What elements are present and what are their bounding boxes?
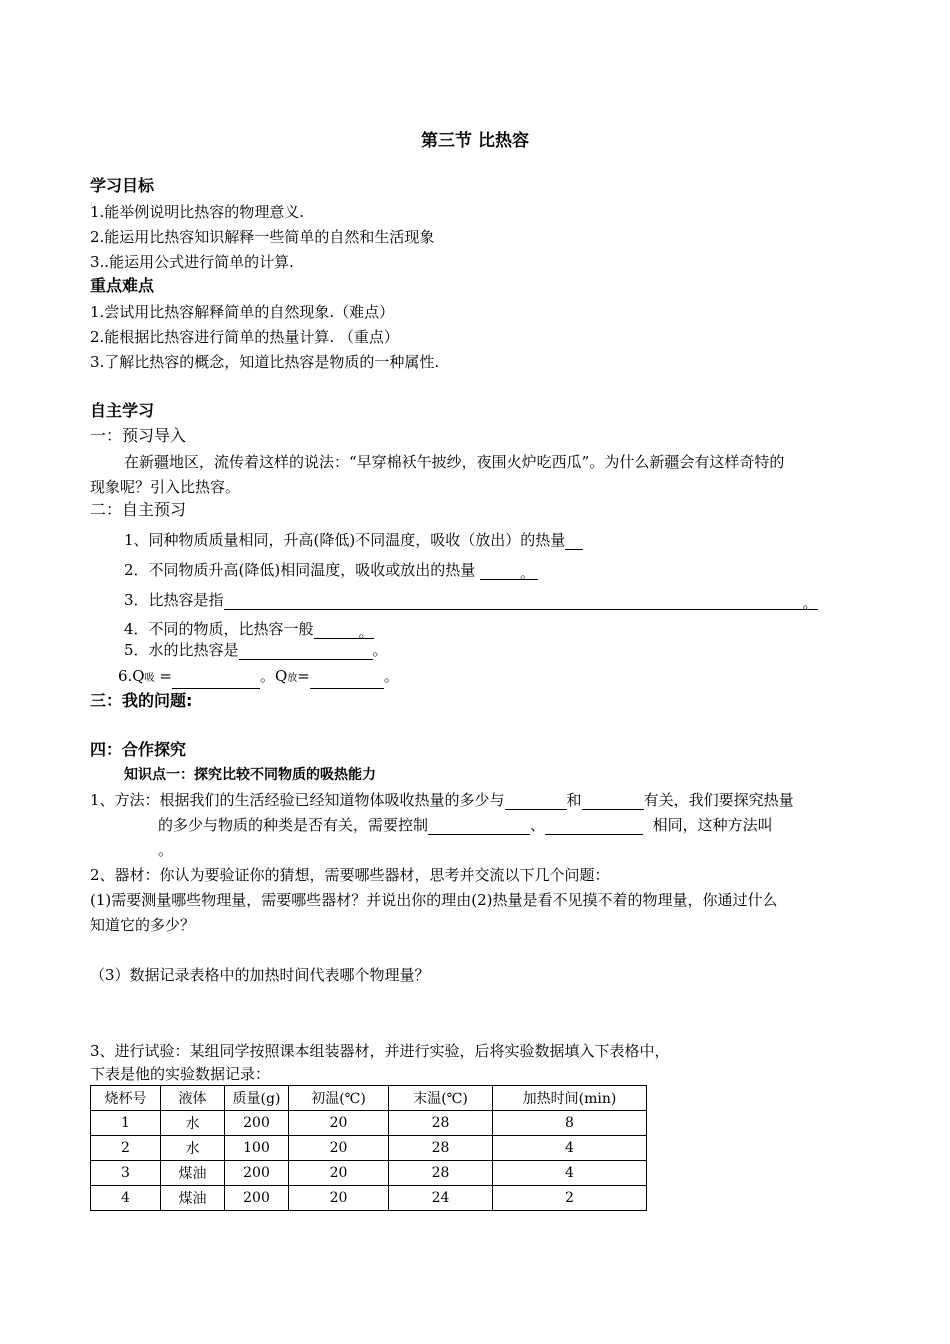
- table-cell: 100: [225, 1136, 289, 1161]
- table-header-cell: 末温(℃): [389, 1086, 493, 1111]
- answer-blank[interactable]: [310, 672, 384, 689]
- answer-blank[interactable]: [545, 818, 643, 835]
- intro-heading: 一：预习导入: [90, 426, 187, 445]
- experiment-line-1: 3、进行试验：某组同学按照课本组装器材，并进行实验，后将实验数据填入下表格中，: [90, 1042, 670, 1060]
- preview-heading: 二：自主预习: [90, 500, 187, 519]
- objective-item: 1.能举例说明比热容的物理意义.: [90, 203, 305, 221]
- preview-question-5: 5．水的比热容是 。: [124, 641, 388, 659]
- table-header-cell: 液体: [161, 1086, 225, 1111]
- key-point-item: 3.了解比热容的概念，知道比热容是物质的一种属性.: [90, 353, 440, 371]
- intro-paragraph-line1: 在新疆地区，流传着这样的说法：“早穿棉袄午披纱，夜围火炉吃西瓜”。为什么新疆会有这样奇特的: [124, 453, 785, 471]
- table-row: [91, 1186, 647, 1211]
- experiment-line-2: 下表是他的实验数据记录：: [90, 1065, 271, 1083]
- table-cell: 200: [225, 1186, 289, 1211]
- table-cell: 煤油: [161, 1161, 225, 1186]
- question-text: 5．水的比热容是: [124, 641, 239, 659]
- table-cell: 28: [389, 1136, 493, 1161]
- equipment-question-1: (1)需要测量哪些物理量，需要哪些器材？并说出你的理由(2)热量是看不见摸不着的物理量，你通过什么: [90, 891, 778, 909]
- table-cell: 4: [91, 1186, 161, 1211]
- question-text: 4．不同的物质，比热容一般: [124, 620, 314, 638]
- answer-blank[interactable]: [565, 533, 583, 550]
- preview-question-2: [124, 560, 538, 580]
- answer-blank[interactable]: [505, 793, 567, 810]
- table-cell: 20: [289, 1186, 389, 1211]
- table-header-cell: 初温(℃): [289, 1086, 389, 1111]
- objectives-heading: 学习目标: [90, 176, 155, 195]
- table-header-row: [91, 1086, 647, 1111]
- table-cell: 8: [493, 1111, 647, 1136]
- table-cell: 28: [389, 1161, 493, 1186]
- method-line-3: 。: [158, 841, 174, 859]
- answer-blank[interactable]: 。: [480, 563, 538, 580]
- table-cell: 200: [225, 1161, 289, 1186]
- table-cell: 水: [161, 1111, 225, 1136]
- table-cell: 2: [91, 1136, 161, 1161]
- question-text: 2．不同物质升高(降低)相同温度，吸收或放出的热量: [124, 561, 476, 579]
- table-cell: 20: [289, 1111, 389, 1136]
- equipment-question-3: （3）数据记录表格中的加热时间代表哪个物理量？: [90, 966, 430, 984]
- table-cell: 4: [493, 1136, 647, 1161]
- table-cell: 水: [161, 1136, 225, 1161]
- method-line-2: 的多少与物质的种类是否有关，需要控制 、 相同，这种方法叫: [158, 816, 773, 834]
- knowledge-point-1: 知识点一：探究比较不同物质的吸热能力: [124, 767, 376, 783]
- key-point-item: 2.能根据比热容进行简单的热量计算. （重点）: [90, 328, 399, 346]
- table-cell: 24: [389, 1186, 493, 1211]
- preview-question-6: 6.Q吸 = 。Q放= 。: [118, 666, 399, 689]
- answer-blank[interactable]: 。: [224, 593, 818, 610]
- table-cell: 2: [493, 1186, 647, 1211]
- answer-blank[interactable]: [428, 818, 530, 835]
- question-text: 3．比热容是指: [124, 591, 224, 609]
- table-header-cell: 质量(g): [225, 1086, 289, 1111]
- preview-question-1: [124, 530, 583, 550]
- my-questions-heading: 三：我的问题:: [90, 691, 193, 710]
- equipment-question-1b: 知道它的多少？: [90, 916, 196, 934]
- table-cell: 1: [91, 1111, 161, 1136]
- key-points-heading: 重点难点: [90, 276, 155, 295]
- answer-blank[interactable]: [172, 672, 260, 689]
- answer-blank[interactable]: 。: [314, 622, 374, 639]
- cooperation-heading: 四：合作探究: [90, 740, 187, 759]
- table-cell: 20: [289, 1161, 389, 1186]
- objective-item: 2.能运用比热容知识解释一些简单的自然和生活现象: [90, 228, 435, 246]
- table-header-cell: 加热时间(min): [493, 1086, 647, 1111]
- answer-blank[interactable]: [582, 793, 644, 810]
- method-line-1: 1、方法：根据我们的生活经验已经知道物体吸收热量的多少与 和 有关，我们要探究热量: [90, 791, 794, 809]
- intro-paragraph-line2: 现象呢？引入比热容。: [90, 478, 241, 496]
- table-cell: 20: [289, 1136, 389, 1161]
- table-row: [91, 1136, 647, 1161]
- table-row: [91, 1161, 647, 1186]
- page-title: 第三节 比热容: [421, 131, 529, 151]
- equipment-line: 2、器材：你认为要验证你的猜想，需要哪些器材，思考并交流以下几个问题：: [90, 866, 610, 884]
- table-header-cell: 烧杯号: [91, 1086, 161, 1111]
- self-study-heading: 自主学习: [90, 401, 155, 420]
- table-cell: 煤油: [161, 1186, 225, 1211]
- key-point-item: 1.尝试用比热容解释简单的自然现象.（难点）: [90, 303, 395, 321]
- table-row: [91, 1111, 647, 1136]
- answer-blank[interactable]: [239, 643, 373, 660]
- table-cell: 28: [389, 1111, 493, 1136]
- preview-question-4: [124, 619, 374, 639]
- objective-item: 3..能运用公式进行简单的计算.: [90, 253, 294, 271]
- question-text: 1、同种物质质量相同，升高(降低)不同温度，吸收（放出）的热量: [124, 531, 566, 549]
- table-cell: 200: [225, 1111, 289, 1136]
- table-cell: 3: [91, 1161, 161, 1186]
- preview-question-3: [124, 590, 818, 610]
- data-table: [90, 1085, 647, 1211]
- table-cell: 4: [493, 1161, 647, 1186]
